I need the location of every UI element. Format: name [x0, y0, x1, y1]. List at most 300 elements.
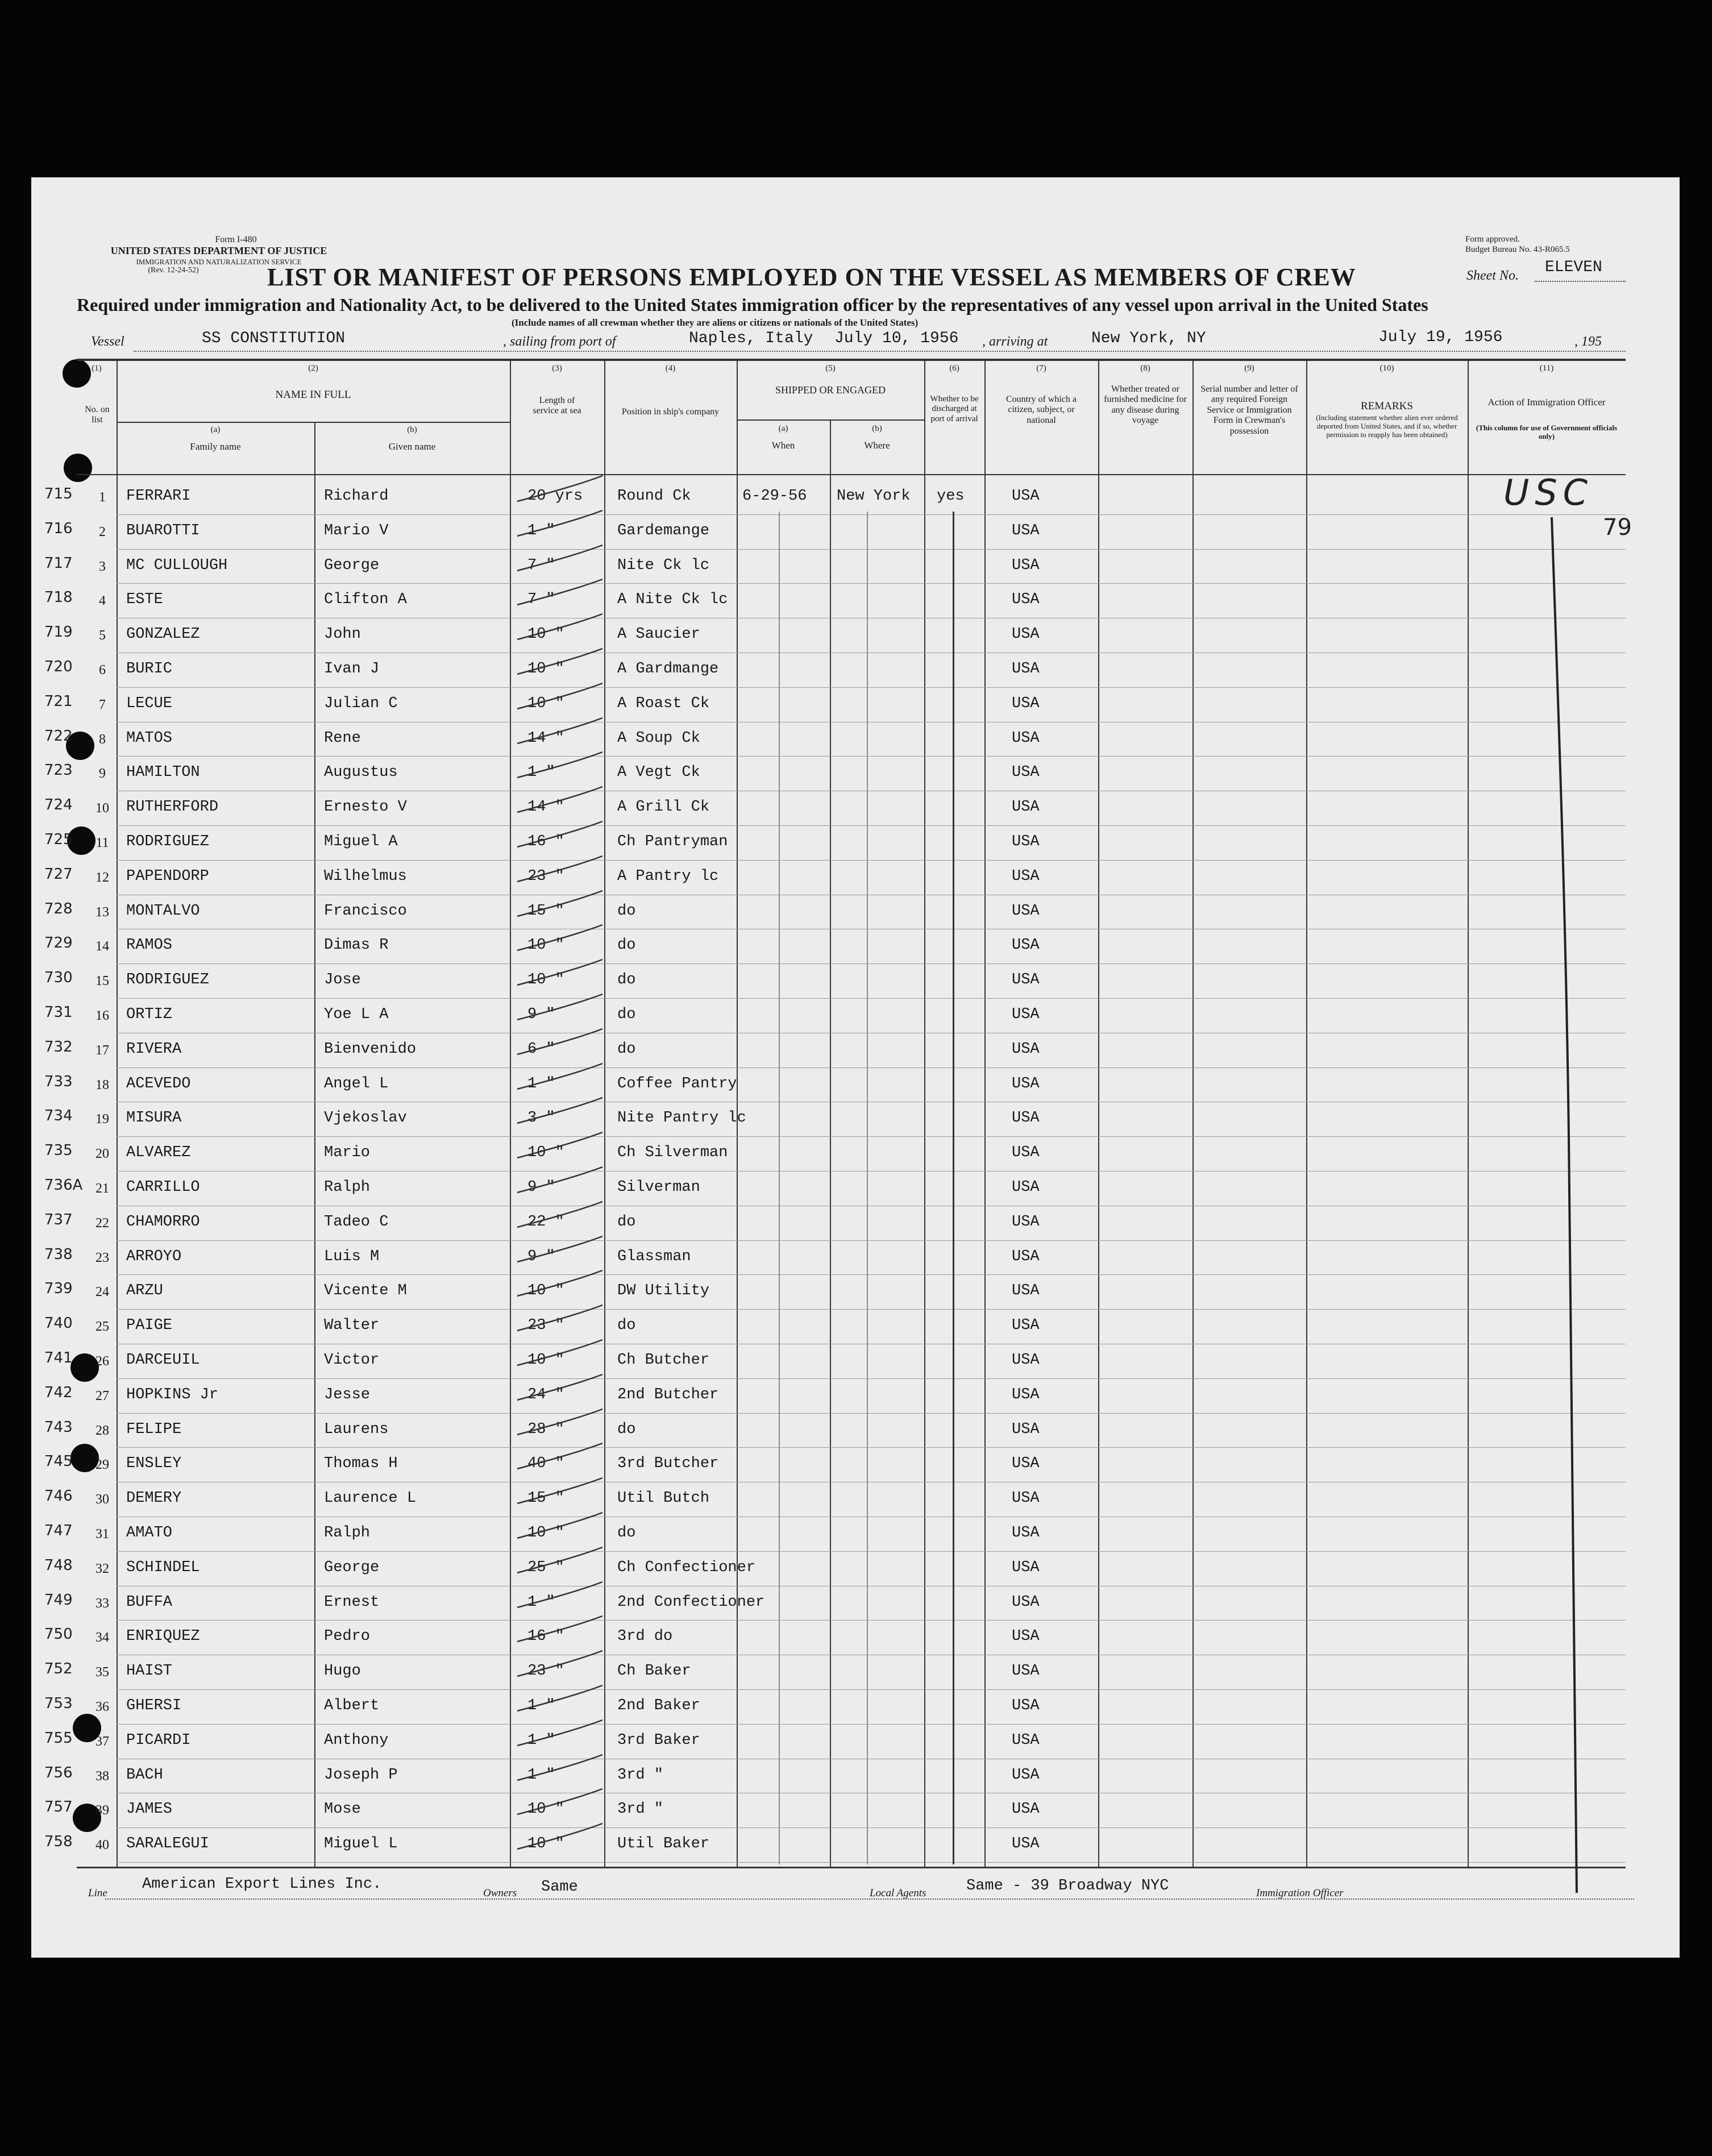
position-cell: A Pantry lc: [617, 867, 719, 885]
family-name-cell: ACEVEDO: [126, 1075, 191, 1092]
given-name-cell: Joseph P: [324, 1766, 398, 1784]
family-name-cell: RIVERA: [126, 1040, 182, 1058]
service-length-cell: 40 ": [527, 1455, 564, 1473]
table-row: [0, 1310, 1712, 1345]
ledger-ref-number: 753: [44, 1695, 73, 1712]
position-cell: A Vegt Ck: [617, 764, 700, 782]
given-name-cell: Victor: [324, 1352, 380, 1369]
arrival-port: New York, NY: [1091, 330, 1206, 347]
position-cell: Ch Pantryman: [617, 833, 728, 850]
ditto-line-where: [867, 512, 868, 1864]
family-name-cell: PAIGE: [126, 1317, 173, 1335]
position-cell: A Roast Ck: [617, 695, 710, 712]
table-row: [0, 1760, 1712, 1794]
footer-owners-value: Same: [541, 1879, 578, 1896]
footer-line-label: Line: [88, 1887, 107, 1899]
table-row: [0, 550, 1712, 585]
table-row: [0, 1276, 1712, 1310]
position-cell: Ch Baker: [617, 1663, 691, 1680]
row-divider: [117, 1136, 1626, 1137]
list-number-cell: 33: [95, 1596, 109, 1611]
given-name-cell: Albert: [324, 1697, 380, 1714]
position-cell: do: [617, 1317, 636, 1335]
list-number-cell: 14: [95, 939, 109, 954]
ledger-ref-number: 737: [44, 1211, 73, 1228]
service-length-cell: 10 ": [527, 695, 564, 712]
footer-owners-label: Owners: [483, 1887, 517, 1899]
service-length-cell: 1 ": [527, 1697, 555, 1714]
ledger-ref-number: 725: [44, 831, 73, 848]
position-cell: A Nite Ck lc: [617, 591, 728, 609]
given-name-cell: George: [324, 556, 380, 574]
family-name-cell: ARZU: [126, 1282, 163, 1300]
check-mark: [514, 715, 605, 749]
given-name-cell: Bienvenido: [324, 1040, 417, 1058]
header-bottom-rule: [77, 474, 1626, 475]
given-name-cell: Jesse: [324, 1386, 371, 1403]
table-row: [0, 826, 1712, 861]
service-length-cell: 20 yrs: [527, 488, 583, 505]
ledger-ref-number: 743: [44, 1418, 73, 1436]
list-number-cell: 38: [95, 1768, 109, 1784]
ledger-ref-number: 741: [44, 1349, 73, 1366]
given-name-cell: Richard: [324, 488, 389, 505]
given-name-cell: Laurence L: [324, 1490, 417, 1507]
list-number-cell: 11: [95, 836, 109, 850]
country-cell: USA: [1012, 729, 1040, 747]
given-name-cell: Laurens: [324, 1420, 389, 1438]
list-number-cell: 9: [99, 766, 106, 782]
service-length-cell: 7 ": [527, 556, 555, 574]
position-cell: Round Ck: [617, 488, 691, 505]
country-cell: USA: [1012, 1835, 1040, 1853]
header-col1: No. on list: [85, 405, 110, 425]
list-number-cell: 32: [95, 1561, 109, 1576]
check-mark: [514, 1164, 605, 1198]
departure-date: July 10, 1956: [834, 330, 959, 347]
given-name-cell: Tadeo C: [324, 1213, 389, 1231]
given-name-cell: Miguel A: [324, 833, 398, 850]
form-number: Form I-480: [215, 235, 257, 244]
check-mark: [514, 784, 605, 818]
table-row: [0, 516, 1712, 550]
list-number-cell: 17: [95, 1042, 109, 1058]
service-length-cell: 10 ": [527, 1801, 564, 1818]
check-mark: [514, 819, 605, 853]
check-mark: [514, 1233, 605, 1268]
given-name-cell: Yoe L A: [324, 1006, 389, 1023]
header-col2-num: (2): [308, 364, 318, 373]
service-length-cell: 23 ": [527, 867, 564, 885]
service-length-cell: 10 ": [527, 1835, 564, 1853]
list-number-cell: 1: [99, 490, 106, 505]
table-row: [0, 1552, 1712, 1587]
family-name-cell: RUTHERFORD: [126, 799, 219, 816]
table-row: [0, 654, 1712, 688]
family-name-cell: RODRIGUEZ: [126, 833, 209, 850]
given-name-cell: Ivan J: [324, 660, 380, 678]
row-divider: [117, 825, 1626, 826]
ledger-ref-number: 742: [44, 1384, 73, 1401]
country-cell: USA: [1012, 1766, 1040, 1784]
table-row: [0, 999, 1712, 1034]
table-bottom-rule: [77, 1867, 1626, 1868]
table-row: [0, 723, 1712, 758]
row-divider: [117, 1447, 1626, 1448]
header-col7: Country of which a citizen, subject, or national: [1006, 394, 1077, 425]
family-name-cell: GHERSI: [126, 1697, 182, 1714]
header-col6-num: (6): [949, 364, 959, 373]
header-col5a-num: (a): [778, 424, 788, 433]
list-number-cell: 3: [99, 559, 106, 574]
given-name-cell: Hugo: [324, 1663, 361, 1680]
row-divider: [117, 1240, 1626, 1241]
country-cell: USA: [1012, 591, 1040, 609]
check-mark: [514, 1752, 605, 1786]
table-row: [0, 619, 1712, 654]
country-cell: USA: [1012, 1663, 1040, 1680]
service-length-cell: 24 ": [527, 1386, 564, 1403]
row-divider: [117, 1551, 1626, 1552]
family-name-cell: BUFFA: [126, 1593, 173, 1611]
revision: (Rev. 12-24-52): [148, 266, 199, 275]
sailing-label: , sailing from port of: [503, 334, 616, 349]
ledger-ref-number: 757: [44, 1798, 73, 1816]
given-name-cell: Ernesto V: [324, 799, 407, 816]
ledger-ref-number: 739: [44, 1280, 73, 1298]
country-cell: USA: [1012, 1490, 1040, 1507]
check-mark: [514, 1026, 605, 1060]
check-mark: [514, 1613, 605, 1647]
arriving-label: , arriving at: [982, 334, 1048, 349]
country-cell: USA: [1012, 695, 1040, 712]
given-name-cell: Clifton A: [324, 591, 407, 609]
list-number-cell: 8: [99, 732, 106, 747]
family-name-cell: PICARDI: [126, 1731, 191, 1749]
ledger-ref-number: 718: [44, 589, 73, 606]
service-length-cell: 10 ": [527, 1524, 564, 1542]
check-mark: [514, 1302, 605, 1336]
position-cell: 3rd Baker: [617, 1731, 700, 1749]
country-cell: USA: [1012, 1075, 1040, 1092]
service-length-cell: 23 ": [527, 1317, 564, 1335]
officer-ditto-line: [1535, 512, 1586, 1904]
ledger-ref-number: 745: [44, 1453, 73, 1470]
ditto-line-discharged: [953, 512, 954, 1864]
check-mark: [514, 922, 605, 956]
list-number-cell: 4: [99, 593, 106, 609]
given-name-cell: Angel L: [324, 1075, 389, 1092]
position-cell: do: [617, 937, 636, 954]
header-col4: Position in ship's company: [621, 407, 720, 417]
family-name-cell: AMATO: [126, 1524, 173, 1542]
country-cell: USA: [1012, 522, 1040, 539]
country-cell: USA: [1012, 626, 1040, 643]
table-row: [0, 584, 1712, 619]
shipped-subheader-rule: [737, 419, 924, 421]
ledger-ref-number: 748: [44, 1556, 73, 1574]
check-mark: [514, 508, 605, 542]
row-divider: [117, 687, 1626, 688]
check-mark: [514, 1061, 605, 1095]
ledger-ref-number: 746: [44, 1488, 73, 1505]
check-mark: [514, 576, 605, 610]
service-length-cell: 15 ": [527, 1490, 564, 1507]
position-cell: do: [617, 1213, 636, 1231]
given-name-cell: Augustus: [324, 764, 398, 782]
given-name-cell: Walter: [324, 1317, 380, 1335]
officer-mark: USC: [1503, 472, 1594, 513]
country-cell: USA: [1012, 1213, 1040, 1231]
position-cell: Util Baker: [617, 1835, 710, 1853]
country-cell: USA: [1012, 764, 1040, 782]
header-col5: SHIPPED OR ENGAGED: [775, 384, 886, 396]
ledger-ref-number: 724: [44, 796, 73, 814]
ledger-ref-number: 728: [44, 900, 73, 917]
position-cell: 3rd ": [617, 1766, 664, 1784]
row-divider: [117, 1827, 1626, 1828]
country-cell: USA: [1012, 971, 1040, 989]
table-row: [0, 481, 1712, 516]
ledger-ref-number: 740: [44, 1315, 73, 1332]
punch-hole: [64, 454, 92, 482]
list-number-cell: 19: [95, 1112, 109, 1127]
table-row: [0, 1794, 1712, 1829]
ledger-ref-number: 756: [44, 1764, 73, 1781]
position-cell: 2nd Confectioner: [617, 1593, 765, 1611]
country-cell: USA: [1012, 1524, 1040, 1542]
check-mark: [514, 1268, 605, 1302]
family-name-cell: ENRIQUEZ: [126, 1628, 200, 1646]
country-cell: USA: [1012, 1731, 1040, 1749]
footer-agents-value: Same - 39 Broadway NYC: [966, 1877, 1169, 1895]
country-cell: USA: [1012, 1420, 1040, 1438]
position-cell: 2nd Butcher: [617, 1386, 719, 1403]
table-row: [0, 1448, 1712, 1483]
family-name-cell: MC CULLOUGH: [126, 556, 228, 574]
row-divider: [117, 1862, 1626, 1863]
list-number-cell: 16: [95, 1008, 109, 1023]
family-name-cell: BURIC: [126, 660, 173, 678]
family-name-cell: BACH: [126, 1766, 163, 1784]
position-cell: do: [617, 1006, 636, 1023]
service-length-cell: 10 ": [527, 971, 564, 989]
header-col2a-num: (a): [210, 425, 221, 434]
list-number-cell: 36: [95, 1700, 109, 1714]
list-number-cell: 7: [99, 697, 106, 712]
given-name-cell: Jose: [324, 971, 361, 989]
list-number-cell: 12: [95, 870, 109, 885]
position-cell: Nite Pantry lc: [617, 1110, 746, 1127]
table-row: [0, 1621, 1712, 1656]
ledger-ref-number: 736A: [44, 1177, 83, 1194]
check-mark: [514, 1648, 605, 1682]
ledger-ref-number: 717: [44, 554, 73, 572]
ledger-ref-number: 716: [44, 520, 73, 537]
country-cell: USA: [1012, 1697, 1040, 1714]
family-name-cell: GONZALEZ: [126, 626, 200, 643]
family-name-cell: ORTIZ: [126, 1006, 173, 1023]
row-divider: [117, 1309, 1626, 1310]
header-col2a: Family name: [190, 441, 241, 452]
given-name-cell: Dimas R: [324, 937, 389, 954]
given-name-cell: Miguel L: [324, 1835, 398, 1853]
given-name-cell: Mose: [324, 1801, 361, 1818]
ledger-ref-number: 747: [44, 1522, 73, 1539]
table-row: [0, 792, 1712, 826]
ledger-ref-number: 721: [44, 692, 73, 710]
service-length-cell: 9 ": [527, 1006, 555, 1023]
ledger-ref-number: 730: [44, 969, 73, 987]
vessel-label: Vessel: [91, 334, 124, 349]
list-number-cell: 26: [95, 1354, 109, 1369]
row-divider: [117, 1171, 1626, 1172]
service-length-cell: 10 ": [527, 1144, 564, 1162]
given-name-cell: Mario: [324, 1144, 371, 1162]
table-row: [0, 1587, 1712, 1622]
service-length-cell: 1 ": [527, 1075, 555, 1092]
service-length-cell: 15 ": [527, 902, 564, 920]
table-row: [0, 1137, 1712, 1172]
given-name-cell: Anthony: [324, 1731, 389, 1749]
header-col7-num: (7): [1036, 364, 1046, 373]
sheet-underline: [1535, 281, 1626, 282]
table-row: [0, 1172, 1712, 1207]
approval-block: [1465, 234, 1570, 255]
check-mark: [514, 1683, 605, 1717]
shipped-where-cell: New York: [837, 488, 911, 505]
family-name-cell: HAIST: [126, 1663, 173, 1680]
list-number-cell: 21: [95, 1181, 109, 1196]
header-col11-num: (11): [1539, 364, 1554, 373]
country-cell: USA: [1012, 1801, 1040, 1818]
family-name-cell: ALVAREZ: [126, 1144, 191, 1162]
service-length-cell: 1 ": [527, 522, 555, 539]
list-number-cell: 6: [99, 663, 106, 678]
row-divider: [117, 998, 1626, 999]
header-col8-num: (8): [1140, 364, 1150, 373]
footer-officer-label: Immigration Officer: [1256, 1887, 1344, 1899]
budget-number: Budget Bureau No. 43-R065.5: [1465, 245, 1570, 254]
country-cell: USA: [1012, 488, 1040, 505]
given-name-cell: Mario V: [324, 522, 389, 539]
header-col3-num: (3): [552, 364, 562, 373]
header-col11: Action of Immigration Officer: [1487, 397, 1606, 408]
arrival-date: July 19, 1956: [1378, 329, 1503, 346]
list-number-cell: 30: [95, 1492, 109, 1507]
header-col2: NAME IN FULL: [275, 389, 351, 401]
service-length-cell: 22 ": [527, 1213, 564, 1231]
table-top-rule: [77, 359, 1626, 361]
given-name-cell: Ernest: [324, 1593, 380, 1611]
ledger-ref-number: 715: [44, 485, 73, 502]
header-col10-num: (10): [1379, 364, 1394, 373]
check-mark: [514, 1475, 605, 1509]
list-number-cell: 5: [99, 628, 106, 643]
table-row: [0, 757, 1712, 792]
ledger-ref-number: 723: [44, 762, 73, 779]
family-name-cell: FERRARI: [126, 488, 191, 505]
table-row: [0, 1414, 1712, 1449]
footer-line-value: American Export Lines Inc.: [142, 1876, 382, 1893]
table-row: [0, 1241, 1712, 1276]
name-subheader-rule: [117, 422, 510, 423]
family-name-cell: ARROYO: [126, 1248, 182, 1265]
service-length-cell: 10 ": [527, 1282, 564, 1300]
list-number-cell: 34: [95, 1630, 109, 1646]
ledger-ref-number: 752: [44, 1660, 73, 1678]
ledger-ref-number: 722: [44, 727, 73, 745]
family-name-cell: SCHINDEL: [126, 1559, 200, 1576]
given-name-cell: Pedro: [324, 1628, 371, 1646]
country-cell: USA: [1012, 1006, 1040, 1023]
position-cell: Glassman: [617, 1248, 691, 1265]
check-mark: [514, 542, 605, 576]
list-number-cell: 29: [95, 1457, 109, 1473]
table-row: [0, 1725, 1712, 1760]
table-row: [0, 896, 1712, 930]
service-length-cell: 14 ": [527, 799, 564, 816]
country-cell: USA: [1012, 937, 1040, 954]
position-cell: 3rd do: [617, 1628, 673, 1646]
given-name-cell: Julian C: [324, 695, 398, 712]
given-name-cell: Rene: [324, 729, 361, 747]
given-name-cell: Vicente M: [324, 1282, 407, 1300]
shipped-when-cell: 6-29-56: [742, 488, 807, 505]
row-divider: [117, 1274, 1626, 1275]
family-name-cell: BUAROTTI: [126, 522, 200, 539]
service-length-cell: 14 ": [527, 729, 564, 747]
row-divider: [117, 583, 1626, 584]
service-name: IMMIGRATION AND NATURALIZATION SERVICE: [136, 257, 302, 266]
table-row: [0, 1034, 1712, 1069]
family-name-cell: CHAMORRO: [126, 1213, 200, 1231]
service-length-cell: 10 ": [527, 660, 564, 678]
check-mark: [514, 991, 605, 1025]
ledger-ref-number: 755: [44, 1729, 73, 1747]
position-cell: Coffee Pantry: [617, 1075, 737, 1092]
list-number-cell: 2: [99, 524, 106, 539]
row-divider: [117, 1413, 1626, 1414]
position-cell: 2nd Baker: [617, 1697, 700, 1714]
given-name-cell: Thomas H: [324, 1455, 398, 1473]
check-mark: [514, 853, 605, 887]
check-mark: [514, 1440, 605, 1474]
service-length-cell: 25 ": [527, 1559, 564, 1576]
list-number-cell: 10: [95, 801, 109, 816]
table-row: [0, 1069, 1712, 1103]
header-col5a: When: [771, 440, 795, 451]
country-cell: USA: [1012, 1179, 1040, 1196]
header-col5-num: (5): [825, 364, 836, 373]
family-name-cell: ESTE: [126, 591, 163, 609]
ledger-ref-number: 719: [44, 624, 73, 641]
given-name-cell: John: [324, 626, 361, 643]
service-length-cell: 9 ": [527, 1248, 555, 1265]
page-subtitle: Required under immigration and Nationality Act, to be delivered to the United States immigration officer by the representatives of any vessel upon arrival in the United States: [77, 294, 1428, 315]
ledger-ref-number: 750: [44, 1626, 73, 1643]
list-number-cell: 40: [95, 1838, 109, 1853]
given-name-cell: Luis M: [324, 1248, 380, 1265]
family-name-cell: HAMILTON: [126, 764, 200, 782]
family-name-cell: FELIPE: [126, 1420, 182, 1438]
row-divider: [117, 756, 1626, 757]
ledger-ref-number: 732: [44, 1038, 73, 1056]
table-row: [0, 965, 1712, 999]
country-cell: USA: [1012, 1282, 1040, 1300]
table-row: [0, 1829, 1712, 1863]
given-name-cell: Ralph: [324, 1524, 371, 1542]
